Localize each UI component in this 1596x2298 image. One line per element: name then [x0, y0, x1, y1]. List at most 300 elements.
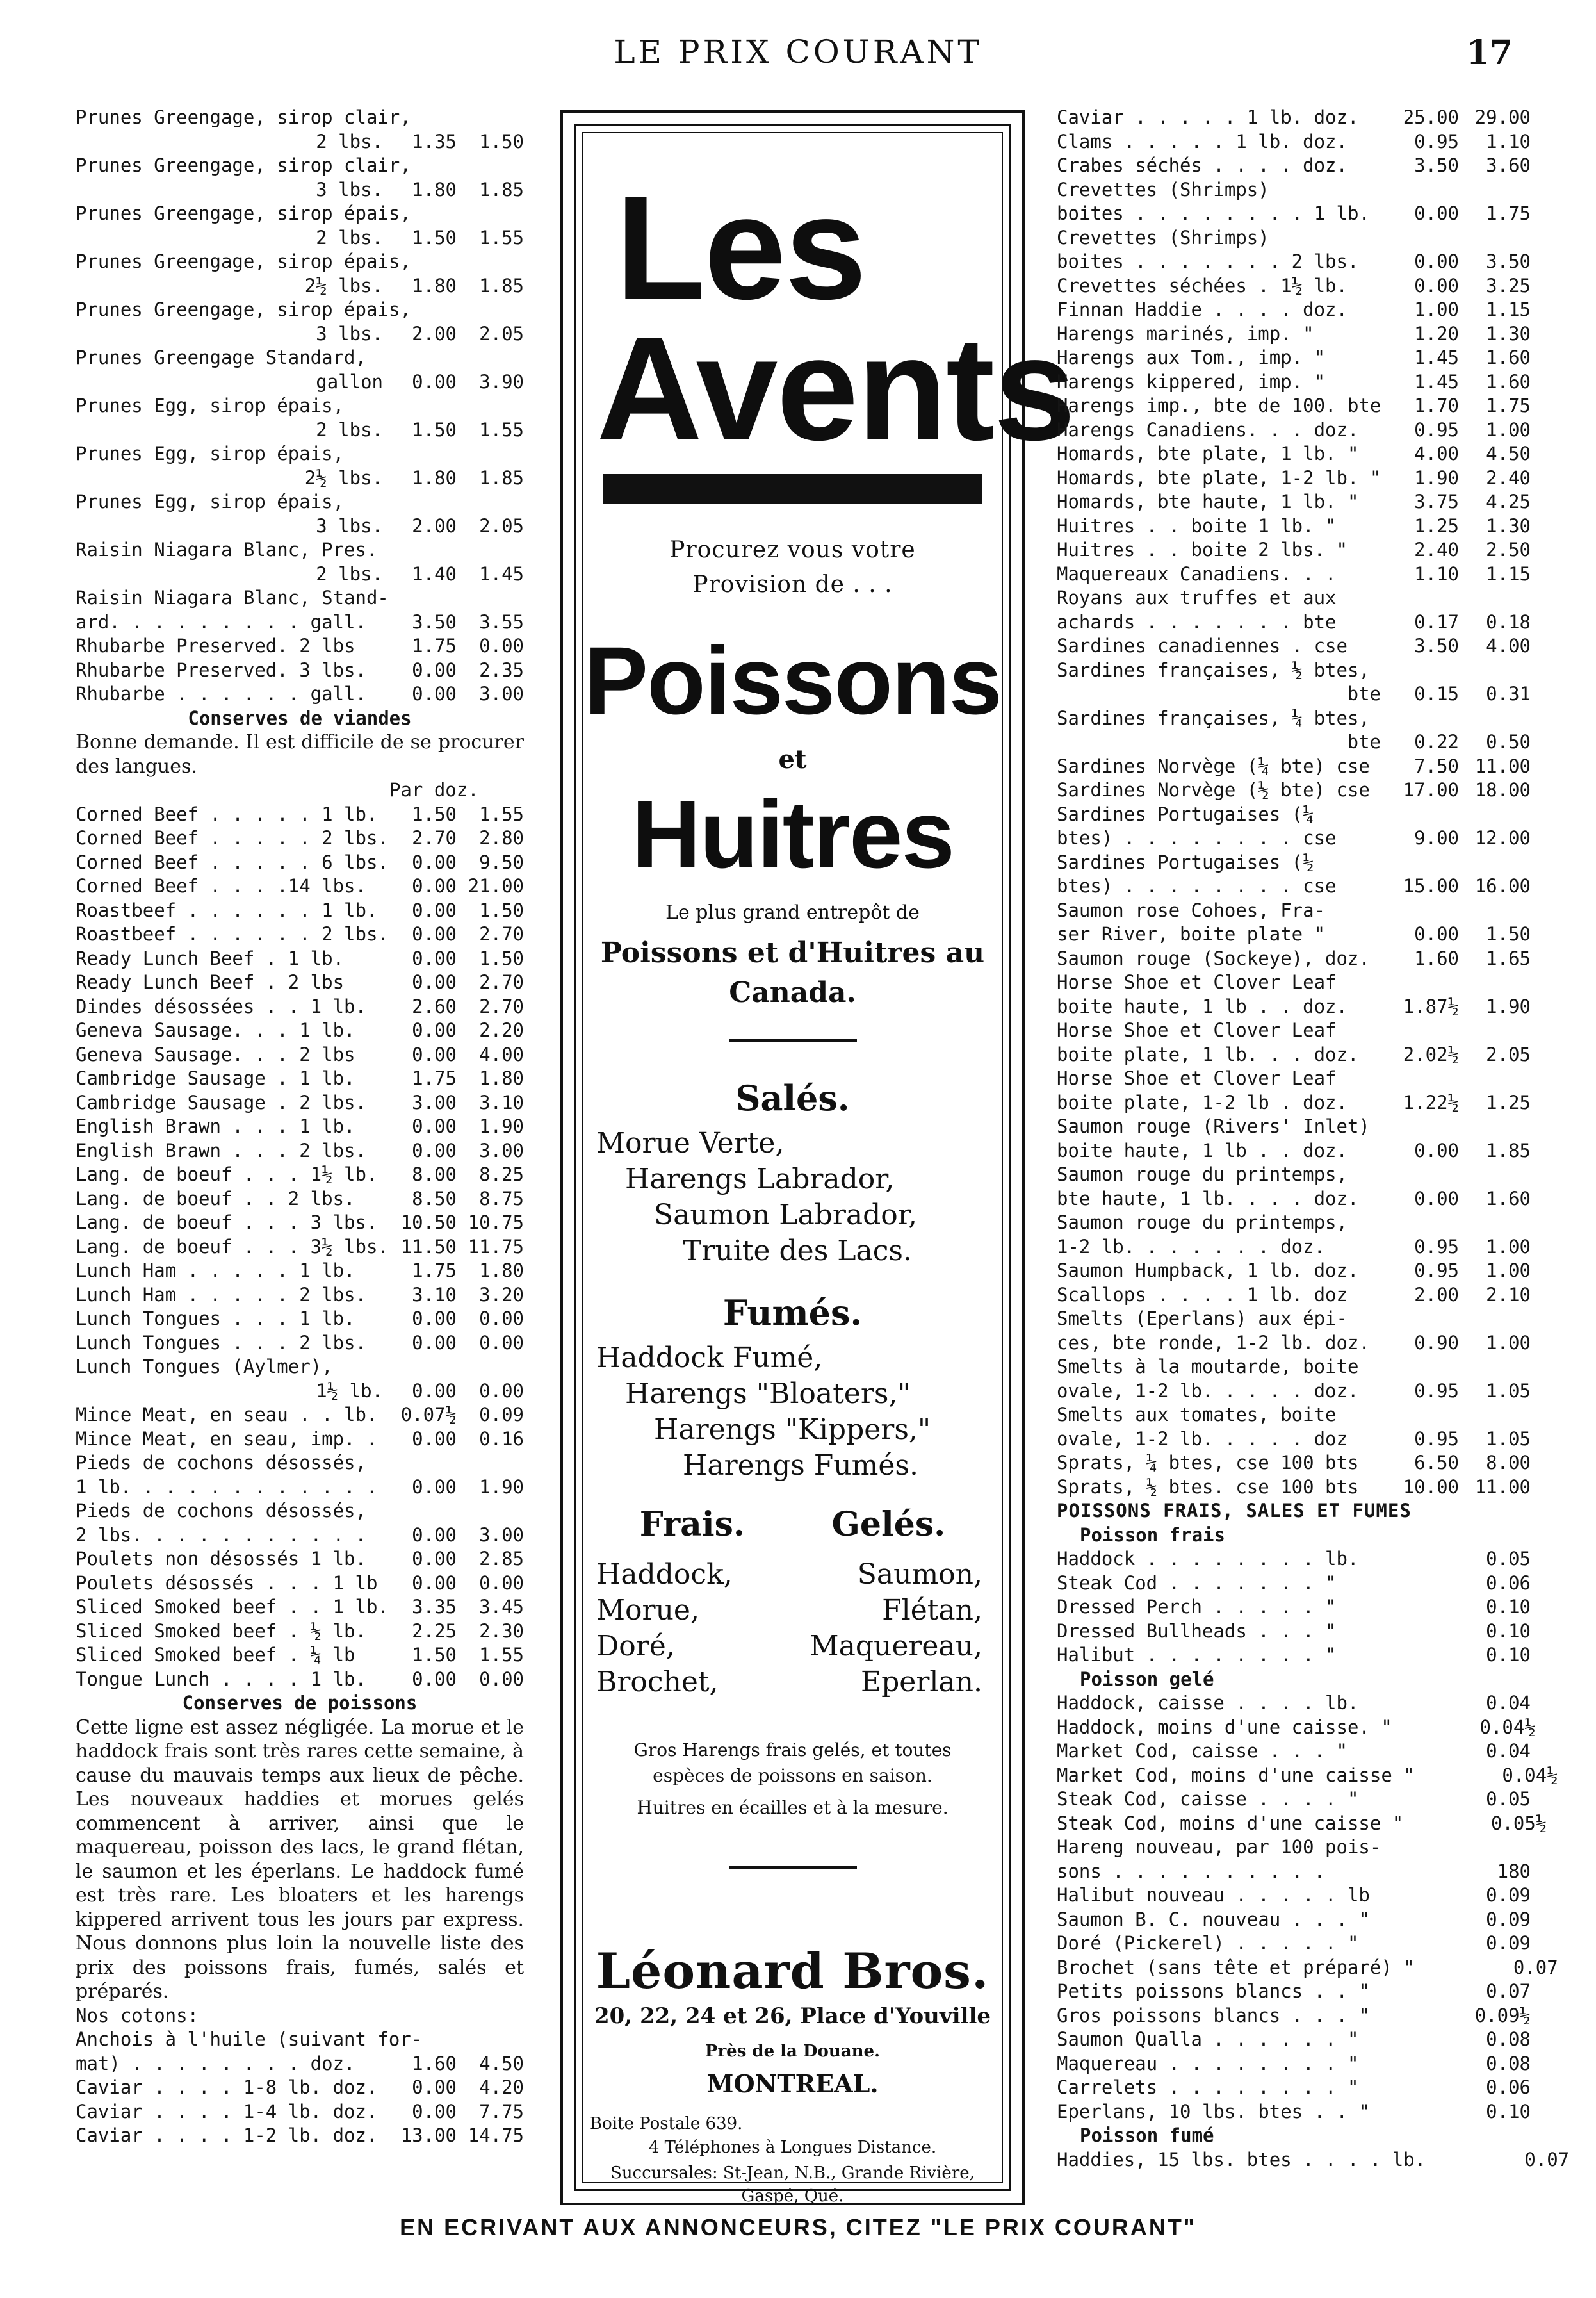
- price-low: 0.00: [412, 899, 457, 921]
- price-low: 0.95: [1414, 418, 1459, 441]
- price-high: 1.90: [479, 1475, 524, 1498]
- right-price-row: [1057, 1739, 1531, 1764]
- left-price-row: [76, 851, 524, 875]
- item-label: Haddies, 15 lbs. btes . . . . lb.: [1057, 2148, 1426, 2171]
- right-price-row: [1057, 1932, 1531, 1956]
- page-footer: EN ECRIVANT AUX ANNONCEURS, CITEZ "LE PRIX COURANT": [400, 2214, 1196, 2240]
- left-price-row: [76, 1620, 524, 1644]
- price-low: 0.00: [412, 659, 457, 681]
- ad-sales-title: Salés.: [735, 1078, 850, 1119]
- right-price-row: [1057, 1259, 1531, 1283]
- item-label: Maquereau . . . . . . . . ": [1057, 2052, 1359, 2074]
- ad-headline-huitres: Huitres: [631, 780, 954, 888]
- right-price-row: [1057, 730, 1531, 755]
- item-label: Horse Shoe et Clover Leaf: [1057, 1067, 1337, 1089]
- item-label: Saumon Qualla . . . . . . ": [1057, 2028, 1359, 2050]
- price-low: 0.00: [412, 683, 457, 705]
- right-price-row: [1057, 514, 1531, 539]
- right-price-row: [1057, 1643, 1531, 1668]
- item-label: Market Cod, caisse . . . ": [1057, 1740, 1348, 1762]
- ad-gros-line-2: espèces de poissons en saison.: [653, 1765, 932, 1786]
- price-low: 1.50: [412, 803, 457, 825]
- price-low: 2.70: [412, 827, 457, 849]
- right-price-row: [1057, 538, 1531, 562]
- item-label: Roastbeef . . . . . . 2 lbs.: [76, 923, 389, 945]
- price-low: 1.45: [1414, 370, 1459, 393]
- item-label: achards . . . . . . . bte: [1057, 611, 1337, 633]
- ad-sales-item: Morue Verte,: [596, 1127, 785, 1160]
- item-label: Homards, bte haute, 1 lb. ": [1057, 491, 1359, 513]
- price-high: 4.25: [1486, 491, 1531, 513]
- right-price-row: [1057, 1019, 1531, 1043]
- left-price-row: [76, 1523, 524, 1548]
- price-high: 2.10: [1486, 1283, 1531, 1306]
- right-price-row: [1057, 394, 1531, 418]
- left-price-row: [76, 971, 524, 995]
- item-label: Pieds de cochons désossés,: [76, 1452, 366, 1473]
- ad-telephones: 4 Téléphones à Longues Distance.: [648, 2138, 937, 2157]
- item-label: 3 lbs.: [316, 178, 383, 201]
- left-price-row: [76, 803, 524, 827]
- price-high: 0.08: [1486, 2028, 1531, 2050]
- price-high: 4.50: [479, 2052, 524, 2074]
- right-price-column: [1057, 106, 1570, 2172]
- left-price-row: [76, 659, 524, 683]
- price-high: 1.75: [1486, 202, 1531, 224]
- right-price-row: [1057, 586, 1531, 611]
- right-price-row: [1057, 995, 1531, 1019]
- item-label: bte haute, 1 lb. . . . doz.: [1057, 1187, 1359, 1210]
- price-low: 0.00: [412, 1308, 457, 1329]
- price-low: 3.10: [412, 1283, 457, 1306]
- price-high: 0.00: [479, 1572, 524, 1594]
- price-high: 0.04½: [1479, 1716, 1536, 1738]
- right-price-row: [1057, 1475, 1531, 1500]
- item-label: Steak Cod . . . . . . . ": [1057, 1572, 1337, 1594]
- price-high: 11.00: [1474, 1475, 1531, 1498]
- price-low: 1.60: [1414, 947, 1459, 969]
- item-label: Lunch Ham . . . . . 1 lb.: [76, 1260, 355, 1281]
- item-label: boite haute, 1 lb . . doz.: [1057, 1139, 1348, 1161]
- price-high: 0.07: [1513, 1956, 1558, 1978]
- item-label: Haddock . . . . . . . . lb.: [1057, 1548, 1359, 1570]
- ad-succursales-2: Gaspé, Qué.: [741, 2187, 844, 2206]
- right-price-row: [1057, 1884, 1531, 1908]
- price-high: 0.06: [1486, 2076, 1531, 2098]
- price-low: Par doz.: [389, 779, 479, 801]
- price-low: 0.00: [412, 1523, 457, 1546]
- price-high: 0.10: [1486, 1620, 1531, 1642]
- item-label: Saumon rose Cohoes, Fra-: [1057, 899, 1326, 921]
- left-price-row: [76, 1643, 524, 1668]
- item-label: Prunes Egg, sirop épais,: [76, 443, 345, 464]
- right-price-row: [1057, 755, 1531, 779]
- price-high: 1.55: [479, 226, 524, 249]
- price-high: 0.50: [1486, 731, 1531, 753]
- right-price-row: [1057, 226, 1531, 250]
- right-price-row: [1057, 1835, 1531, 1860]
- item-label: Smelts à la moutarde, boite: [1057, 1356, 1359, 1377]
- item-label: Steak Cod, moins d'une caisse ": [1057, 1812, 1404, 1834]
- ad-sales-item: Harengs Labrador,: [625, 1163, 895, 1195]
- price-high: 2.05: [479, 514, 524, 537]
- price-high: 1.15: [1486, 562, 1531, 585]
- left-price-row: [76, 1691, 524, 1716]
- item-label: Sprats, ¼ btes, cse 100 bts: [1057, 1452, 1359, 1473]
- right-price-row: [1057, 2124, 1531, 2148]
- left-price-row: [76, 778, 524, 803]
- price-high: 0.09½: [1474, 2004, 1531, 2026]
- left-price-row: [76, 250, 524, 274]
- ad-fumes-list: [596, 1340, 989, 1484]
- left-price-row: [76, 707, 524, 731]
- item-label: Lunch Ham . . . . . 2 lbs.: [76, 1283, 366, 1306]
- price-low: 0.00: [412, 370, 457, 393]
- price-high: 3.45: [479, 1596, 524, 1618]
- right-price-row: [1057, 1595, 1531, 1620]
- item-label: Scallops . . . . 1 lb. doz: [1057, 1283, 1348, 1306]
- item-label: Haddock, caisse . . . . lb.: [1057, 1692, 1359, 1714]
- left-price-row: [76, 2028, 524, 2052]
- left-price-row: [76, 1668, 524, 1692]
- ad-procurez-line-2: Provision de . . .: [692, 571, 893, 598]
- price-low: 11.50: [400, 1235, 457, 1258]
- left-price-row: [76, 2052, 524, 2076]
- item-label: Caviar . . . . 1-8 lb. doz.: [76, 2076, 378, 2098]
- right-price-row: [1057, 2076, 1531, 2100]
- price-high: 10.75: [468, 1211, 524, 1233]
- ad-fumes-item: Harengs "Kippers,": [654, 1413, 931, 1446]
- left-price-row: [76, 923, 524, 947]
- item-label: Pieds de cochons désossés,: [76, 1500, 366, 1522]
- right-price-row: [1057, 1091, 1531, 1115]
- price-low: 2.02½: [1403, 1043, 1459, 1065]
- item-label: Finnan Haddie . . . . doz.: [1057, 299, 1348, 320]
- price-low: 0.00: [1414, 1139, 1459, 1161]
- item-label: Prunes Egg, sirop épais,: [76, 395, 345, 416]
- price-high: 0.00: [479, 1668, 524, 1690]
- item-label: Royans aux truffes et aux: [1057, 587, 1337, 609]
- price-low: 1.00: [1414, 299, 1459, 320]
- item-label: Crabes séchés . . . . doz.: [1057, 154, 1348, 176]
- price-high: 1.00: [1486, 1235, 1531, 1258]
- item-label: boite haute, 1 lb . . doz.: [1057, 995, 1348, 1017]
- price-high: 1.05: [1486, 1427, 1531, 1450]
- item-label: Dressed Bullheads . . . ": [1057, 1620, 1337, 1642]
- right-price-row: [1057, 2004, 1531, 2028]
- right-price-row: [1057, 923, 1531, 947]
- right-price-row: [1057, 2052, 1531, 2076]
- item-label: Crevettes (Shrimps): [1057, 178, 1269, 201]
- item-label: Homards, bte plate, 1-2 lb. ": [1057, 466, 1381, 489]
- price-high: 11.75: [468, 1235, 524, 1258]
- left-price-row: [76, 106, 524, 130]
- item-label: Cambridge Sausage . 2 lbs.: [76, 1091, 366, 1113]
- left-price-row: [76, 2100, 524, 2124]
- item-label: Sardines Portugaises (¼: [1057, 803, 1314, 825]
- item-label: Caviar . . . . . 1 lb. doz.: [1057, 106, 1359, 128]
- ad-pandh-line-2: Canada.: [729, 976, 856, 1009]
- right-price-row: [1057, 202, 1531, 226]
- left-price-row: [76, 1211, 524, 1235]
- right-price-row: [1057, 1764, 1558, 1788]
- price-high: 0.18: [1486, 611, 1531, 633]
- price-high: 4.00: [1486, 635, 1531, 657]
- price-high: 0.10: [1486, 2100, 1531, 2122]
- left-price-row: [76, 1019, 524, 1043]
- item-label: Rhubarbe Preserved. 2 lbs: [76, 635, 355, 657]
- ad-divider-2: [729, 1866, 857, 1869]
- price-high: 2.35: [479, 659, 524, 681]
- ad-sales-item: Truite des Lacs.: [683, 1235, 912, 1267]
- right-price-row: [1057, 778, 1531, 803]
- right-price-row: [1057, 1187, 1531, 1211]
- ad-leonard-bros: Léonard Bros.: [596, 1942, 989, 1999]
- right-price-row: [1057, 106, 1531, 130]
- ad-pandh-line-1: Poissons et d'Huitres au: [600, 937, 985, 969]
- item-label: btes) . . . . . . . . cse: [1057, 875, 1337, 897]
- price-high: 0.04: [1486, 1692, 1531, 1714]
- price-low: 0.90: [1414, 1331, 1459, 1354]
- right-price-row: [1057, 1499, 1531, 1523]
- price-high: 1.25: [1486, 1091, 1531, 1113]
- item-label: Smelts (Eperlans) aux épi-: [1057, 1308, 1348, 1329]
- ad-gros-line-3: Huitres en écailles et à la mesure.: [637, 1797, 949, 1818]
- ad-divider-1: [729, 1039, 857, 1042]
- price-low: 8.50: [412, 1187, 457, 1210]
- price-high: 180: [1497, 1860, 1531, 1882]
- item-label: Petits poissons blancs . . ": [1057, 1980, 1370, 2002]
- price-high: 1.50: [479, 899, 524, 921]
- left-price-row: [76, 2076, 524, 2100]
- left-price-row: [76, 682, 524, 707]
- item-label: Prunes Greengage, sirop clair,: [76, 106, 411, 128]
- item-label: Crevettes (Shrimps): [1057, 226, 1269, 249]
- right-price-row: [1057, 803, 1531, 827]
- price-low: 1.10: [1414, 562, 1459, 585]
- ad-sales-list: [596, 1126, 989, 1269]
- left-price-row: [76, 418, 524, 443]
- item-label: Anchois à l'huile (suivant for-: [76, 2028, 423, 2050]
- price-high: 1.80: [479, 1067, 524, 1089]
- item-label: Corned Beef . . . .14 lbs.: [76, 875, 366, 897]
- item-label: Sardines Norvège (¼ bte) cse: [1057, 755, 1370, 777]
- price-low: 1.70: [1414, 395, 1459, 416]
- price-low: 0.95: [1414, 1260, 1459, 1281]
- left-price-row: [76, 130, 524, 154]
- price-high: 1.60: [1486, 370, 1531, 393]
- price-high: 1.30: [1486, 514, 1531, 537]
- price-low: 8.00: [412, 1163, 457, 1185]
- left-price-row: [76, 466, 524, 491]
- price-low: 3.00: [412, 1091, 457, 1113]
- price-low: 0.00: [412, 1572, 457, 1594]
- item-label: Poisson frais: [1080, 1523, 1225, 1546]
- item-label: Lang. de boeuf . . . 1½ lb.: [76, 1163, 378, 1185]
- item-label: mat) . . . . . . . . doz.: [76, 2052, 355, 2074]
- item-label: Prunes Greengage, sirop épais,: [76, 202, 411, 224]
- item-label: Rhubarbe . . . . . . gall.: [76, 683, 366, 705]
- item-label: 3 lbs.: [316, 322, 383, 345]
- right-price-row: [1057, 1235, 1531, 1260]
- price-low: 1.87½: [1403, 995, 1459, 1017]
- ad-gros-line-1: Gros Harengs frais gelés, et toutes: [633, 1739, 952, 1760]
- price-high: 21.00: [468, 875, 524, 897]
- left-price-row: [76, 1595, 524, 1620]
- price-low: 13.00: [400, 2124, 457, 2146]
- price-high: 1.55: [479, 803, 524, 825]
- item-label: Conserves de poissons: [182, 1692, 418, 1714]
- price-low: 0.00: [412, 1668, 457, 1690]
- item-label: Lang. de boeuf . . 2 lbs.: [76, 1187, 355, 1210]
- price-high: 1.30: [1486, 322, 1531, 345]
- price-high: 0.09: [479, 1404, 524, 1425]
- right-price-row: [1057, 322, 1531, 347]
- price-low: 1.60: [412, 2052, 457, 2074]
- price-low: 0.95: [1414, 130, 1459, 152]
- item-label: Lunch Tongues (Aylmer),: [76, 1356, 333, 1377]
- item-label: Horse Shoe et Clover Leaf: [1057, 1019, 1337, 1041]
- left-price-row: [76, 1379, 524, 1404]
- right-price-row: [1057, 154, 1531, 178]
- price-high: 2.50: [1486, 539, 1531, 561]
- price-low: 1.75: [412, 635, 457, 657]
- left-price-row: [76, 1283, 524, 1308]
- right-price-row: [1057, 2028, 1531, 2052]
- item-label: Homards, bte plate, 1 lb. ": [1057, 443, 1359, 464]
- price-high: 1.00: [1486, 1260, 1531, 1281]
- item-label: Raisin Niagara Blanc, Pres.: [76, 539, 378, 561]
- left-price-row: [76, 394, 524, 418]
- left-price-row: [76, 1187, 524, 1211]
- item-label: Maquereaux Canadiens. . .: [1057, 562, 1337, 585]
- item-label: Dindes désossées . . 1 lb.: [76, 995, 366, 1017]
- price-low: 0.00: [1414, 250, 1459, 272]
- left-price-row: [76, 226, 524, 250]
- right-price-row: [1057, 1716, 1536, 1740]
- item-label: ard. . . . . . . . . gall.: [76, 611, 366, 633]
- price-high: 3.00: [479, 1139, 524, 1161]
- price-high: 2.70: [479, 995, 524, 1017]
- ad-douane: Près de la Douane.: [704, 2042, 881, 2061]
- right-price-row: [1057, 659, 1531, 683]
- price-low: 0.00: [412, 851, 457, 873]
- left-price-row: [76, 1067, 524, 1091]
- right-price-row: [1057, 874, 1531, 899]
- price-low: 3.50: [1414, 635, 1459, 657]
- price-high: 0.31: [1486, 683, 1531, 705]
- price-high: 0.07: [1486, 1980, 1531, 2002]
- price-high: 1.65: [1486, 947, 1531, 969]
- price-high: 0.05: [1486, 1788, 1531, 1810]
- left-price-row: [76, 178, 524, 202]
- price-high: 2.20: [479, 1019, 524, 1041]
- right-price-row: [1057, 1163, 1531, 1187]
- price-high: 0.04½: [1502, 1764, 1558, 1786]
- ad-address: 20, 22, 24 et 26, Place d'Youville: [594, 2003, 991, 2029]
- left-price-row: [76, 562, 524, 587]
- right-price-row: [1057, 1379, 1531, 1404]
- price-high: 4.20: [479, 2076, 524, 2098]
- item-label: Saumon rouge (Rivers' Inlet): [1057, 1115, 1370, 1137]
- ad-montreal: MONTREAL.: [706, 2069, 879, 2098]
- right-price-row: [1057, 611, 1531, 635]
- item-label: Saumon B. C. nouveau . . . ": [1057, 1908, 1370, 1930]
- ad-frais-geles: [596, 1507, 989, 1700]
- item-label: English Brawn . . . 2 lbs.: [76, 1139, 366, 1161]
- left-price-row: [76, 995, 524, 1019]
- right-price-row: [1057, 1980, 1531, 2004]
- item-label: Horse Shoe et Clover Leaf: [1057, 971, 1337, 993]
- price-high: 12.00: [1474, 827, 1531, 849]
- price-low: 0.22: [1414, 731, 1459, 753]
- price-low: 1.35: [412, 130, 457, 152]
- left-price-row: [76, 1427, 524, 1452]
- right-price-row: [1057, 178, 1531, 202]
- item-label: 2½ lbs.: [304, 274, 383, 297]
- price-high: 9.50: [479, 851, 524, 873]
- price-high: 2.80: [479, 827, 524, 849]
- item-label: btes) . . . . . . . . cse: [1057, 827, 1337, 849]
- item-label: ovale, 1-2 lb. . . . . doz: [1057, 1427, 1348, 1450]
- item-label: Saumon rouge du printemps,: [1057, 1211, 1348, 1233]
- item-label: Prunes Greengage, sirop clair,: [76, 154, 411, 176]
- price-high: 0.08: [1486, 2052, 1531, 2074]
- item-label: Dressed Perch . . . . . ": [1057, 1596, 1337, 1618]
- right-price-row: [1057, 418, 1531, 443]
- price-high: 0.00: [479, 1379, 524, 1402]
- price-high: 8.00: [1486, 1452, 1531, 1473]
- ad-entrepot: Le plus grand entrepôt de: [665, 901, 920, 924]
- right-price-row: [1057, 250, 1531, 274]
- item-label: Roastbeef . . . . . . 1 lb.: [76, 899, 378, 921]
- item-label: Carrelets . . . . . . . . ": [1057, 2076, 1359, 2098]
- right-price-row: [1057, 1115, 1531, 1139]
- ad-content: [583, 136, 1075, 2206]
- left-price-row: [76, 1115, 524, 1139]
- left-price-row: [76, 1163, 524, 1187]
- price-low: 0.00: [412, 1475, 457, 1498]
- ad-succursales-1: Succursales: St-Jean, N.B., Grande Rivière,: [610, 2163, 975, 2183]
- item-label: Clams . . . . . 1 lb. doz.: [1057, 130, 1348, 152]
- price-low: 25.00: [1403, 106, 1459, 128]
- price-high: 3.55: [479, 611, 524, 633]
- price-high: 1.10: [1486, 130, 1531, 152]
- item-label: Sardines canadiennes . cse: [1057, 635, 1348, 657]
- price-low: 10.00: [1403, 1475, 1459, 1498]
- price-high: 0.06: [1486, 1572, 1531, 1594]
- right-price-row: [1057, 1547, 1531, 1572]
- price-high: 14.75: [468, 2124, 524, 2146]
- price-high: 4.50: [1486, 443, 1531, 464]
- left-price-row: [76, 611, 524, 635]
- item-label: Tongue Lunch . . . . 1 lb.: [76, 1668, 366, 1690]
- item-label: Smelts aux tomates, boite: [1057, 1404, 1337, 1425]
- right-price-row: [1057, 1572, 1531, 1596]
- item-label: Sardines françaises, ½ btes,: [1057, 659, 1370, 681]
- price-low: 0.00: [412, 1548, 457, 1570]
- right-price-row: [1057, 1283, 1531, 1308]
- item-label: 3 lbs.: [316, 514, 383, 537]
- right-price-row: [1057, 826, 1531, 851]
- left-price-row: [76, 298, 524, 322]
- price-low: 1.80: [412, 178, 457, 201]
- item-label: Mince Meat, en seau, imp. .: [76, 1427, 378, 1450]
- ad-fish-item: Saumon,: [857, 1558, 982, 1591]
- right-price-row: [1057, 1403, 1531, 1427]
- item-label: Poulets non désossés 1 lb.: [76, 1548, 366, 1570]
- price-low: 2.25: [412, 1620, 457, 1642]
